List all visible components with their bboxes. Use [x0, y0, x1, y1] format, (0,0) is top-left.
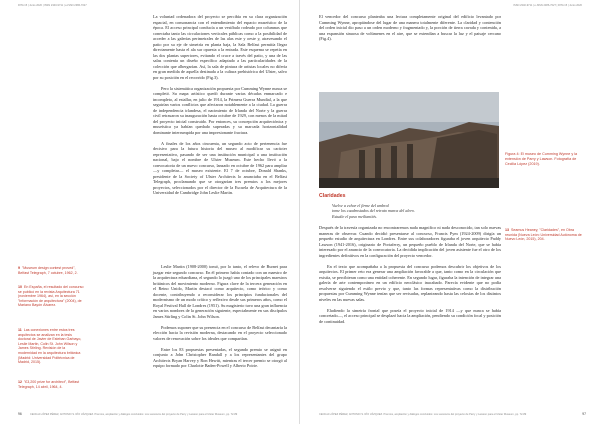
verse-quote: Vuelve a echar el firme del umbral tome los cuadrostados del retrato marca del alero. Estudie el paso meiliantiés.	[332, 203, 415, 219]
paragraph: El vencedor del concurso planteaba una lectura completamente original del edificio levantado por Cumming Wynne, apropiándose del lugar de una manera totalmente diferente. La claridad y contención del orden inicial dio paso a un orden moderno y fragmentado y, la porción de tierra cavada y contenida, a una expansión sinuosa de volúmenes en el aire, que se extendían a buscar la luz y el paisaje cercano (Fig.4).	[319, 14, 501, 41]
right-column-body	[319, 225, 501, 330]
paragraph: Entre los 83 propuestas presentadas, el segundo premio se asignó en conjunto a John Christopher Randall y a los representantes del grupo Architects Bryan Harvey y Ron Hewitt, mientras el tercer premio se otorgó al equipo formado por Charlotte Baden-Powell y Alberto Poirie.	[153, 346, 287, 368]
left-column-1	[153, 14, 287, 201]
paragraph: Después de la travesía organizada no encontraremos nada magnifico ni nada desconocido, tan solo nuevas maneras de observar. Cuando decidió presentarse al concurso, Francis Pym (1924-2009) dirigía un pequeño estudio de arquitectura en Londres. Entre sus colaboradores figuraba el joven arquitecto Paddy Lawson (1941-2016), originario de Portaferry, un pequeño pueblo de Irlanda del Norte, que se había interesado por el anuncio de la convocatoria. La decidida implicación del joven asistente fue el otro de los ingredientes definitivos en la configuración del proyecto vencedor.	[319, 225, 501, 258]
paragraph: Leslie Martin (1908-2000) tomó, por lo tanto, el relevo de Burnet para juzgar este segundo concurso. En él primero había contado con un maestro de la arquitectura eduardiana, el segundo lo juzgó uno de los principales maestros británicos del movimiento moderno. Figura clave de la tercera generación en el Reino Unido, Martin destacó como arquitecto, como teórico y como docente, contribuyendo a reconsiderar los principios fundacionales del modernismo de un modo crítico y reflexivo desde sus primeros años, como el Royal Festival Hall de Londres (1951). Su magisterio tuvo una gran influencia en varios nombres de la generación siguiente, especialmente en sus discípulos James Stirling y Colin St. John Wilson.	[153, 264, 287, 319]
footnote-11: 11 Las conexiones entre estos tres arquitectos se analizan en la tesis doctoral de Javier de Esteban Garbayo, Leslie Martin, Colin St. John Wilson y James Stirling. Revisión de la modernidad en la arquitectura británica (Madrid: Universidad Politécnica de Madrid, 2015).	[18, 328, 82, 365]
right-column-top	[319, 14, 501, 47]
left-running-head: RITA 15 | Junio 2020 | ISSN 2340-9711 | e-ISSN 2386-7027	[18, 4, 87, 7]
left-footer: CECILIA LÓPEZ PÉREZ, ANTONIO S. RÍO VÁZQUEZ. Premios, ampliación y diálogos concluidos: Los sucesivos del proyecto de Parry y Lawson para el Ulster Museum, pp. 72-89	[30, 413, 238, 416]
paragraph: En el texto que acompañaba a la propuesta del concurso podemos descubrir los objetivos de los arquitectos. El primer reto era generar una ampliación favorable a que, tanto como en la circulación que existía, se percibieran como una entidad coherente. En segundo lugar, figuraba la intención de integrar una galería de arte contemporáneo en un edificio neoclásico inacabado. Parecía evidente que no podía resolverse siguiendo el estilo previo y que, tanto las formas representativas como la distribución propuestas por Cumming Wynne tenían que ser revisadas, replanteando hasta las celosías de los distintos niveles en las nuevas salas.	[319, 263, 501, 302]
paragraph: Eludiendo la simetría frontal que poseía el proyecto inicial de 1914 —y que nunca se había concretado—, el acceso principal se desplazó hacia la ampliación, pendiendo su condición focal y posición de continuidad.	[319, 307, 501, 324]
paragraph: A finales de los años cincuenta, un segundo acto de pertenencia fue decisivo para la futura historia del museo al modificar su carácter representativo, pasando de ser una institución municipal a una institución nacional, bajo el nombre de Ulster Museum. Este hecho llevó a la convocatoria de un nuevo concurso, lanzado en octubre de 1962 para ampliar —y completar— el museo existente. El 7 de octubre, Donald Shanks, presidente de la Society of Ulster Architects lo anunciaba en el Belfast Telegraph, proclamando que se otorgarían tres premios a los mejores proyectos, seleccionados por el director de la Escuela de Arquitectura de la Universidad de Cambridge John Leslie Martin.	[153, 140, 287, 195]
section-heading: Claridades	[319, 193, 346, 199]
museum-photo-icon	[319, 92, 499, 188]
right-running-head: ISSN 2340-9711 | e-ISSN 2386-7027 | RITA 15 | Junio 2020	[513, 4, 582, 7]
footnote-10: 10 En España, el resultado del concurso se publicó en la revista Arquitectura 71 (noviembre 1964), así, en la sección "Información de arquitectura" (2004), de Mariano Bayón Álvarez.	[18, 285, 84, 308]
right-page-number: 97	[582, 412, 586, 416]
figure-caption: Figura 4: El museo de Cumming Wynne y la extensión de Parry y Lawson. Fotografía de Cecilia López (2019).	[505, 152, 578, 166]
paragraph: La voluntad ordenadora del proyecto se percibía en su clara organización espacial, en consonancia con el entendimiento del espacio museístico de la época. El acceso principal conducía a un vestíbulo rodeado por columnas que conectaba tanto las circulaciones verticales públicas como a la posibilidad de acceder a las galerías perimetrales de las alas este y oeste y, atravesando el patio por su eje de simetría en planta baja, la Sala Belfast permitía llegar directamente hasta el ala sur opuesta a la entrada. Este esquema se repetía en las dos plantas superiores, evitando el cruce a través del patio, y una de las salas contenía un diseño específico adaptado a las particularidades de la colección que albergarían. Así, la sala de pintura de artistas locales no difería en gran medida de aquella destinada a la cultura prehistórica del Ulster, salvo por su posición en el recorrido (Fig.3).	[153, 14, 287, 80]
footnote-12: 12 "£3,200 prize for architect", Belfast Telegraph, 14 abril, 1964, 4.	[18, 380, 80, 389]
page-gutter	[299, 0, 300, 424]
footnote-9: 9 "Museum design contest proved", Belfast Telegraph, 7 octubre, 1962, 2.	[18, 266, 78, 275]
museum-photo	[319, 92, 499, 188]
left-page-number: 96	[18, 412, 22, 416]
paragraph: Podemos suponer que su presencia en el concurso de Belfast decantaría la elección hacia la revisión moderna, destacando en el proyecto seleccionado valores de renovación sobre los ideales que compartían.	[153, 324, 287, 341]
paragraph: Pero la sistemática organización propuesta por Cumming Wynne nunca se completó. Su mapa artístico quedó durante varias décadas enmarcado e incompleto, al estallar, en julio de 1914, la Primera Guerra Mundial, a la que seguirían varios conflictos que afectaron notablemente a la ciudad. La guerra de independencia irlandesa, el nacimiento de Irlanda del Norte y la guerra civil retrasaron su inauguración hasta octubre de 1929, con menos de la mitad del proyecto inicial construido. Por entonces, su concepción arquitectónica y museística ya habían quedado superadas y su marcada horizontalidad dominante interrumpida por una impresionante fractura.	[153, 85, 287, 135]
footnote-13: 13 Seamus Heaney, "Claridades", en Obra reunida (Nueva León: Universidad Autónoma de Nuevo León, 2015), 204.	[505, 228, 582, 242]
right-footer: CECILIA LÓPEZ PÉREZ, ANTONIO S. RÍO VÁZQUEZ. Premios, ampliación y diálogos concluidos: Los sucesivos del proyecto de Parry y Lawson para el Ulster Museum, pp. 72-89	[319, 413, 527, 416]
left-column-2	[153, 264, 287, 374]
